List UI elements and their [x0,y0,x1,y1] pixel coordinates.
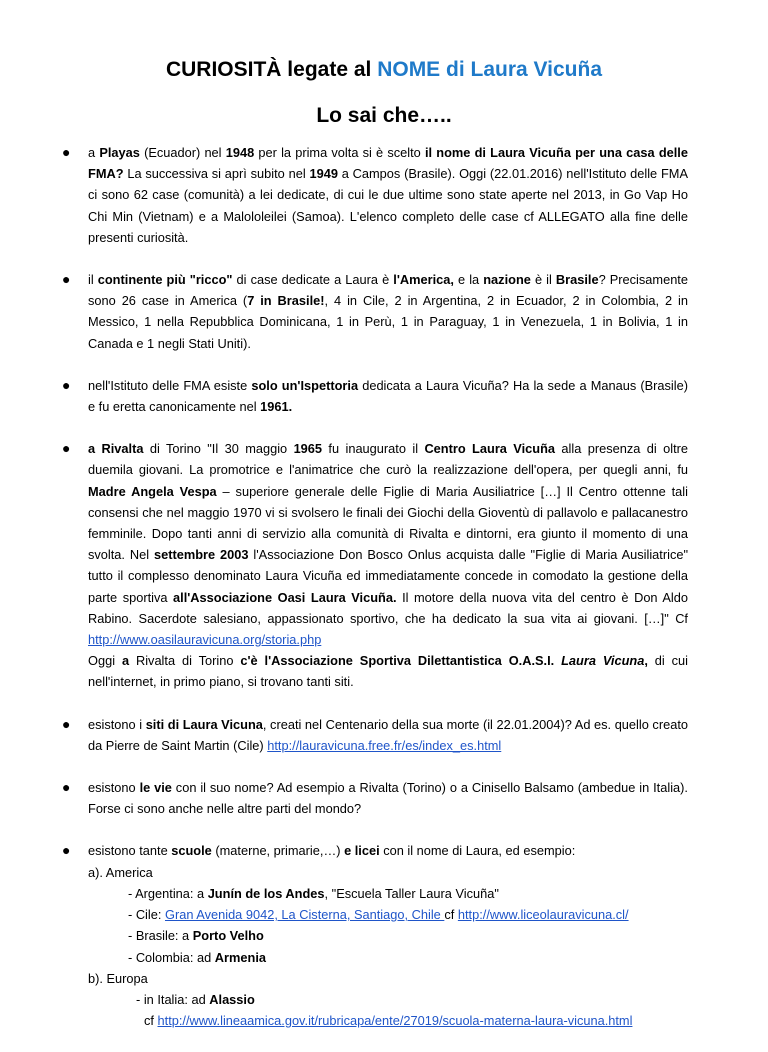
cile-address-link[interactable]: Gran Avenida 9042, La Cisterna, Santiago, Chile [164,907,445,923]
america-label: a). America [88,864,153,880]
bullet-icon: ● [62,440,71,457]
bullet-icon: ● [62,779,71,796]
europa-label: b). Europa [88,970,148,986]
bullet-icon: ● [62,271,71,288]
bullet-icon: ● [62,376,71,393]
item-text-continued: Oggi a Rivalta di Torino c'è l'Associazione Sportiva Dilettantistica O.A.S.I. Laura Vicuna, di cui nell'internet, in primo piano, si trovano tanti siti. [88,653,689,690]
bullet-icon: ● [62,715,71,732]
lineaamica-link[interactable]: http://www.lineaamica.gov.it/rubricapa/ente/27019/scuola-materna-laura-vicuna.html [157,1013,633,1029]
list-item [62,777,688,819]
item-text: esistono i siti di Laura Vicuna, creati nel Centenario della sua morte (il 22.01.2004)? Ad es. quello creato da Pierre de Saint Martin (Cile) http://lauravicuna.free.fr/es/index_es.html [88,716,688,753]
page-subtitle: Lo sai che….. [316,104,452,127]
italia-line: - in Italia: ad Alassio [136,991,255,1007]
list-item [62,714,688,756]
bullet-icon: ● [62,144,71,160]
liceo-link[interactable]: http://www.liceolauravicuna.cl/ [457,907,629,923]
item-text: esistono tante scuole (materne, primarie,…) e licei con il nome di Laura, ed esempio: [88,843,576,859]
item-text: a Rivalta di Torino "Il 30 maggio 1965 fu inaugurato il Centro Laura Vicuña alla presenza di oltre duemila giovani. La promotrice e l'animatrice che curò la realizzazione dell'opera, per quegli anni, fu Madre Angela Vespa – superiore generale delle Figlie di Maria Ausiliatrice […] Il Centro ottenne tali consensi che nel maggio 1970 vi si svolsero le finali dei Giochi della Gioventù di pallavolo e pallacanestro femminile. Dopo tanti anni di servizio alla comunità di Rivalta e dintorni, era giunto il momento di una svolta. Nel settembre 2003 l'Associazione Don Bosco Onlus acquista dalle "Figlie di Maria Ausiliatrice" tutto il complesso denominato Laura Vicuña ed immediatamente concede in comodato la gestione della parte sportiva all'Associazione Oasi Laura Vicuña. Il motore della nuova vita del centro è Don Aldo Rabino. Sacerdote salesiano, appassionato sportivo, che ha dedicato la sua vita ai giovani. […]" Cf http://www.oasilauravicuna.org/storia.php [88,441,689,648]
argentina-line: - Argentina: a Junín de los Andes, "Escuela Taller Laura Vicuña" [128,885,499,901]
brasile-line: - Brasile: a Porto Velho [128,928,264,944]
title-accent-text: NOME di Laura Vicuña [377,58,603,81]
item-text: esistono le vie con il suo nome? Ad esempio a Rivalta (Torino) o a Cinisello Balsamo (ambedue in Italia). Forse ci sono anche nelle altre parti del mondo? [88,780,688,817]
list-item [62,438,689,692]
list-item [62,142,688,248]
colombia-line: - Colombia: ad Armenia [128,949,266,965]
item-text: nell'Istituto delle FMA esiste solo un'Ispettoria dedicata a Laura Vicuña? Ha la sede a Manaus (Brasile) e fu eretta canonicamente nel 1961. [88,377,688,415]
title-text: CURIOSITÀ legate al [165,58,378,81]
lauravicuna-site-link[interactable]: http://lauravicuna.free.fr/es/index_es.html [267,737,502,753]
cile-line: - Cile: Gran Avenida 9042, La Cisterna, Santiago, Chile cf http://www.liceolauravicuna.cl/ [128,907,629,923]
page-title [0,58,768,82]
item-text: a Playas (Ecuador) nel 1948 per la prima volta si è scelto il nome di Laura Vicuña per una casa delle FMA? La successiva si aprì subito nel 1949 a Campos (Brasile). Oggi (22.01.2016) nell'Istituto delle FMA ci sono 62 case (comunità) a lei dedicate, di cui le due ultime sono state aperte nel 2013, in Go Vap Ho Chi Min (Vietnam) e a Malololeilei (Samoa). L'elenco completo delle case cf ALLEGATO alla fine delle presenti curiosità. [88,145,688,245]
list-item [62,840,688,1031]
list-item [62,269,689,354]
alassio-cf-line: cf http://www.lineaamica.gov.it/rubricapa/ente/27019/scuola-materna-laura-vicuna.html [144,1013,633,1029]
content [62,142,689,1052]
oasi-storia-link[interactable]: http://www.oasilauravicuna.org/storia.php [88,632,322,648]
item-text: il continente più "ricco" di case dedicate a Laura è l'America, e la nazione è il Brasile? Precisamente sono 26 case in America (7 in Brasile!, 4 in Cile, 2 in Argentina, 2 in Ecuador, 2 in Colombia, 2 in Messico, 1 nella Repubblica Dominicana, 1 in Perù, 1 in Paraguay, 1 in Venezuela, 1 in Bolivia, 1 in Canada e 1 negli Stati Uniti). [88,272,689,351]
list-item [62,375,688,417]
bullet-icon: ● [62,842,71,859]
